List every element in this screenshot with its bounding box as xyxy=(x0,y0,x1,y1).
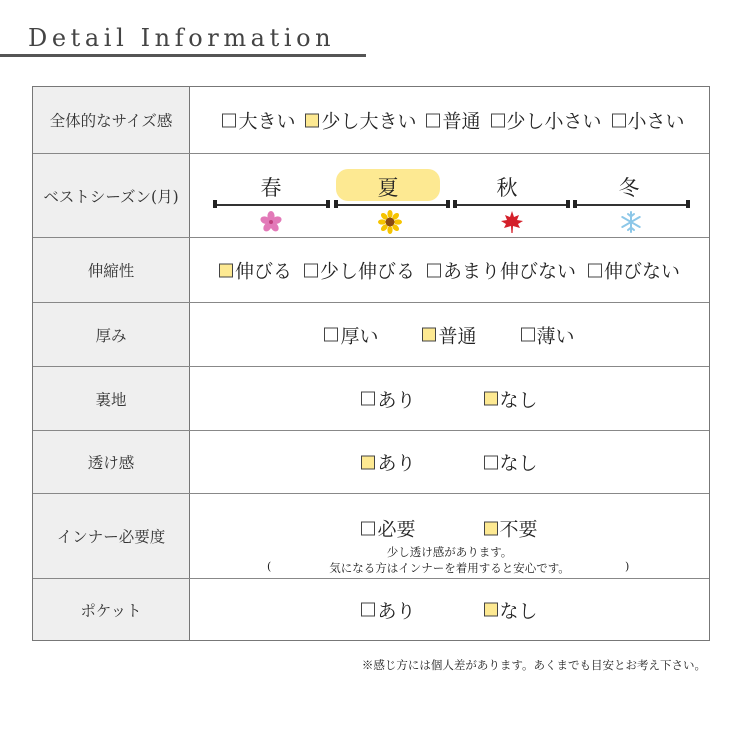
footnote: ※感じ方には個人差があります。あくまでも目安とお考え下さい。 xyxy=(361,658,706,672)
row-stretch xyxy=(33,238,709,303)
checked-checkbox-icon[interactable] xyxy=(305,113,319,127)
season-tick xyxy=(686,200,690,208)
option-stretches[interactable]: 伸びる xyxy=(219,257,292,284)
row-values xyxy=(190,431,709,493)
inner-note-line1: 少し透け感があります。 xyxy=(386,545,513,559)
row-thickness xyxy=(33,303,709,367)
option-not-needed[interactable]: 不要 xyxy=(484,515,538,542)
option-large[interactable]: 大きい xyxy=(222,107,295,134)
checked-checkbox-icon[interactable] xyxy=(484,603,498,617)
season-tick xyxy=(213,200,217,208)
checked-checkbox-icon[interactable] xyxy=(484,521,498,535)
checkbox-icon[interactable] xyxy=(361,603,375,617)
maple-leaf-icon xyxy=(500,210,524,234)
row-label: 全体的なサイズ感 xyxy=(33,87,190,153)
season-line-autumn xyxy=(455,204,568,206)
page-title: Detail Information xyxy=(28,24,336,52)
checkbox-icon[interactable] xyxy=(588,263,602,277)
row-values xyxy=(190,579,709,640)
note-paren-open: ( xyxy=(267,560,272,573)
checkbox-icon[interactable] xyxy=(304,263,318,277)
option-no[interactable]: なし xyxy=(484,449,538,476)
season-tick xyxy=(334,200,338,208)
checked-checkbox-icon[interactable] xyxy=(361,455,375,469)
row-inner xyxy=(33,494,709,579)
row-label: 伸縮性 xyxy=(33,238,190,302)
season-line-spring xyxy=(215,204,328,206)
season-tick xyxy=(446,200,450,208)
checkbox-icon[interactable] xyxy=(491,113,505,127)
checkbox-icon[interactable] xyxy=(222,113,236,127)
option-normal[interactable]: 普通 xyxy=(426,107,480,134)
option-no-stretch[interactable]: 伸びない xyxy=(588,257,680,284)
inner-note-line2: 気になる方はインナーを着用すると安心です。 xyxy=(329,561,570,575)
checked-checkbox-icon[interactable] xyxy=(422,328,436,342)
row-season xyxy=(33,154,709,238)
season-line-winter xyxy=(575,204,688,206)
row-label: ポケット xyxy=(33,579,190,640)
row-values xyxy=(190,87,709,153)
row-label: 厚み xyxy=(33,303,190,366)
checked-checkbox-icon[interactable] xyxy=(219,263,233,277)
row-label: 裏地 xyxy=(33,367,190,430)
row-sheer xyxy=(33,431,709,494)
row-size xyxy=(33,87,709,154)
sunflower-icon xyxy=(378,210,402,234)
option-slightly-stretches[interactable]: 少し伸びる xyxy=(304,257,415,284)
option-small[interactable]: 小さい xyxy=(612,107,685,134)
season-tick xyxy=(573,200,577,208)
season-scale xyxy=(190,154,709,237)
season-tick xyxy=(566,200,570,208)
header-underline xyxy=(0,54,366,57)
checkbox-icon[interactable] xyxy=(426,113,440,127)
option-no[interactable]: なし xyxy=(484,596,538,623)
season-tick xyxy=(453,200,457,208)
row-values xyxy=(190,303,709,366)
checkbox-icon[interactable] xyxy=(612,113,626,127)
option-barely-stretches[interactable]: あまり伸びない xyxy=(427,257,576,284)
option-slightly-small[interactable]: 少し小さい xyxy=(491,107,602,134)
row-label: ベストシーズン(月) xyxy=(33,154,190,237)
checkbox-icon[interactable] xyxy=(361,521,375,535)
row-label: 透け感 xyxy=(33,431,190,493)
row-values xyxy=(190,494,709,578)
row-pocket xyxy=(33,579,709,640)
snowflake-icon xyxy=(619,210,643,234)
option-yes[interactable]: あり xyxy=(361,449,415,476)
option-needed[interactable]: 必要 xyxy=(361,515,415,542)
season-line-summer xyxy=(336,204,449,206)
option-no[interactable]: なし xyxy=(484,385,538,412)
season-tick xyxy=(326,200,330,208)
option-yes[interactable]: あり xyxy=(361,385,415,412)
option-thick[interactable]: 厚い xyxy=(324,321,378,348)
checkbox-icon[interactable] xyxy=(521,328,535,342)
option-thin[interactable]: 薄い xyxy=(521,321,575,348)
option-slightly-large[interactable]: 少し大きい xyxy=(305,107,416,134)
detail-table xyxy=(32,86,710,641)
option-normal[interactable]: 普通 xyxy=(422,321,476,348)
season-winter-label: 冬 xyxy=(618,176,640,200)
row-lining xyxy=(33,367,709,431)
row-values xyxy=(190,367,709,430)
season-spring-label: 春 xyxy=(260,176,282,200)
checkbox-icon[interactable] xyxy=(324,328,338,342)
season-autumn-label: 秋 xyxy=(496,176,518,200)
checkbox-icon[interactable] xyxy=(361,392,375,406)
season-summer-label: 夏 xyxy=(377,176,399,200)
sakura-icon xyxy=(259,210,283,234)
header xyxy=(0,18,370,58)
option-yes[interactable]: あり xyxy=(361,596,415,623)
checked-checkbox-icon[interactable] xyxy=(484,392,498,406)
checkbox-icon[interactable] xyxy=(427,263,441,277)
row-values xyxy=(190,238,709,302)
row-label: インナー必要度 xyxy=(33,494,190,578)
note-paren-close: ) xyxy=(625,560,630,573)
checkbox-icon[interactable] xyxy=(484,455,498,469)
